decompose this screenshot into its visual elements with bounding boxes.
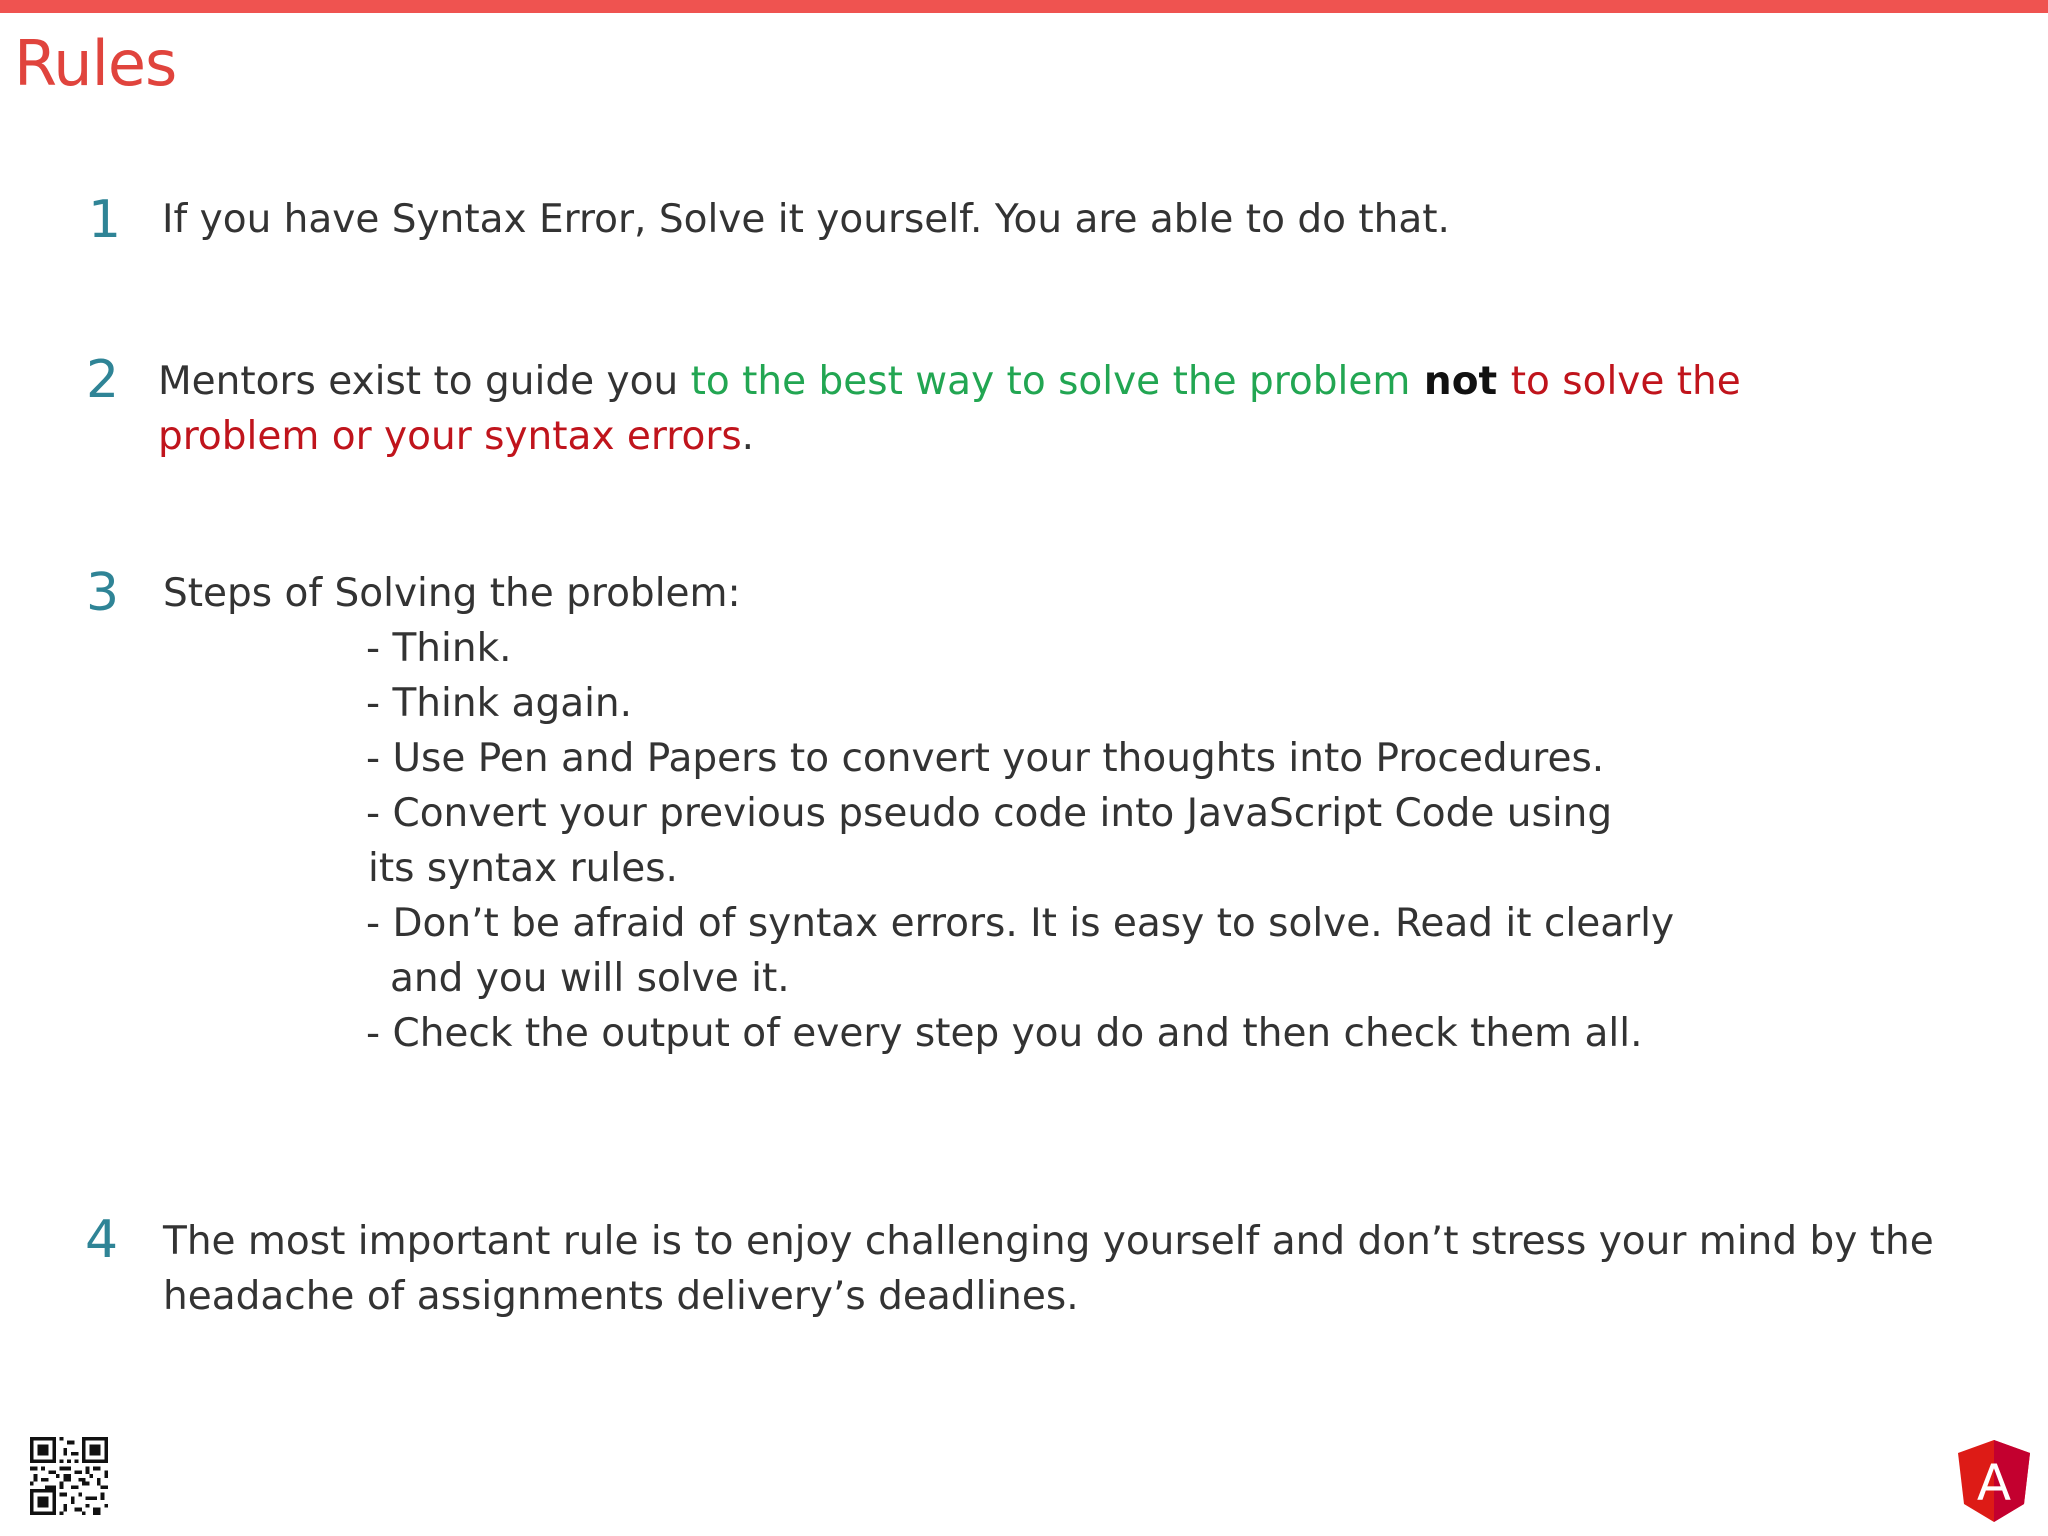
rule-text-1: If you have Syntax Error, Solve it yourself. You are able to do that. [162, 197, 1450, 242]
step-item: - Don’t be afraid of syntax errors. It is easy to solve. Read it clearly [366, 901, 1675, 946]
top-accent-bar [0, 0, 2048, 13]
rule-2-red-phrase-2: problem or your syntax errors [158, 414, 742, 459]
step-item-continuation: its syntax rules. [368, 846, 678, 891]
rule-text-2-line-2 [158, 409, 754, 464]
rule-2-not: not [1410, 359, 1511, 404]
rule-2-period: . [741, 414, 755, 459]
qr-code-icon [30, 1437, 108, 1515]
rule-text-2-line-1 [158, 354, 1741, 409]
step-item: - Think again. [366, 681, 633, 726]
angular-logo-icon [1958, 1440, 2030, 1522]
step-item: - Convert your previous pseudo code into JavaScript Code using [366, 791, 1613, 836]
rule-2-lead: Mentors exist to guide you [158, 359, 691, 404]
rule-number-4: 4 [85, 1210, 119, 1270]
step-item: - Think. [366, 626, 512, 671]
rule-2-green-phrase: to the best way to solve the problem [690, 359, 1411, 404]
rule-2-red-phrase-1: to solve the [1510, 359, 1741, 404]
angular-logo-letter: A [1976, 1454, 2012, 1512]
rule-number-2: 2 [86, 350, 120, 410]
rule-number-3: 3 [86, 563, 120, 623]
rule-text-4-line-2: headache of assignments delivery’s deadlines. [163, 1274, 1079, 1319]
step-item: - Check the output of every step you do and then check them all. [366, 1011, 1643, 1056]
step-item-continuation: and you will solve it. [390, 956, 790, 1001]
slide-title: Rules [14, 27, 177, 100]
rule-text-4-line-1: The most important rule is to enjoy challenging yourself and don’t stress your mind by the [163, 1219, 1934, 1264]
rule-3-intro: Steps of Solving the problem: [163, 571, 741, 616]
step-item: - Use Pen and Papers to convert your thoughts into Procedures. [366, 736, 1605, 781]
rule-number-1: 1 [88, 190, 122, 250]
